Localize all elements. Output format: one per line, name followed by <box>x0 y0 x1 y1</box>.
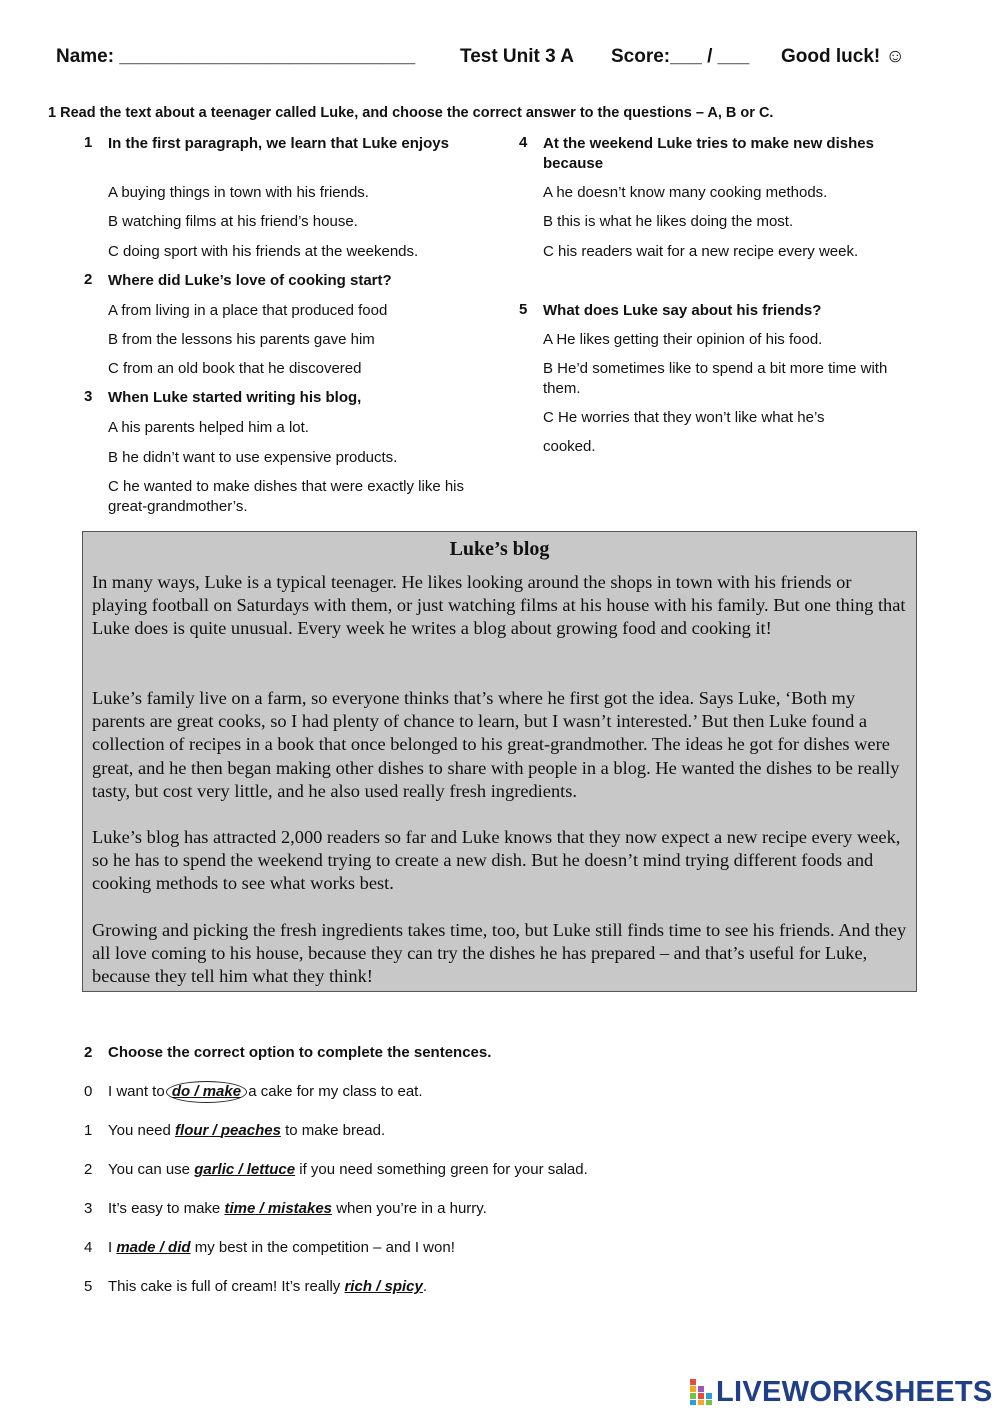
item-number: 1 <box>84 1122 93 1139</box>
question-text: In the first paragraph, we learn that Luke enjoys <box>108 135 449 152</box>
option-c[interactable]: C from an old book that he discovered <box>108 360 362 377</box>
good-luck-text: Good luck! ☺ <box>781 46 905 67</box>
separator: / <box>371 1278 385 1295</box>
sentence-after: when you’re in a hurry. <box>332 1200 487 1217</box>
sentence-before: This cake is full of cream! It’s really <box>108 1278 345 1295</box>
sentence-after: my best in the competition – and I won! <box>190 1239 455 1256</box>
option-c-continued: cooked. <box>543 438 596 455</box>
option-b[interactable]: B watching films at his friend’s house. <box>108 213 358 230</box>
option-a[interactable]: A He likes getting their opinion of his food. <box>543 331 823 348</box>
sentence <box>108 1200 487 1217</box>
blog-text-box <box>82 531 917 992</box>
option-a[interactable]: A buying things in town with his friends. <box>108 184 369 201</box>
item-number: 0 <box>84 1083 93 1100</box>
option-a[interactable]: A from living in a place that produced food <box>108 302 388 319</box>
option-1[interactable]: rich <box>344 1278 372 1295</box>
sentence <box>108 1278 427 1295</box>
item-number: 4 <box>84 1239 93 1256</box>
sentence-before: I want to <box>108 1083 169 1100</box>
option-c[interactable]: C his readers wait for a new recipe every week. <box>543 243 859 260</box>
blog-paragraph-1: In many ways, Luke is a typical teenager. He likes looking around the shops in town with his friends or playing football on Saturdays with them, or just watching films at his house with his family. But one thing that Luke does is quite unusual. Every week he writes a blog about growing food and cooking it! <box>92 572 906 639</box>
item-number: 3 <box>84 1200 93 1217</box>
question-number: 2 <box>84 271 93 288</box>
option-b[interactable]: B from the lessons his parents gave him <box>108 331 375 348</box>
section2-number: 2 <box>84 1044 93 1061</box>
name-field[interactable]: Name: ____________________________ <box>56 46 416 67</box>
option-b[interactable]: B he didn’t want to use expensive products. <box>108 449 398 466</box>
test-title: Test Unit 3 A <box>460 46 575 67</box>
question-text: Where did Luke’s love of cooking start? <box>108 272 392 289</box>
sentence-after: . <box>422 1278 428 1295</box>
sentence-after: to make bread. <box>280 1122 386 1139</box>
option-a[interactable]: A he doesn’t know many cooking methods. <box>543 184 828 201</box>
option-a[interactable]: A his parents helped him a lot. <box>108 419 309 436</box>
option-2[interactable]: lettuce <box>246 1161 296 1178</box>
question-text: At the weekend Luke tries to make new dishes because <box>543 135 874 172</box>
answer-circle <box>166 1081 247 1103</box>
sentence-after: if you need something green for your salad. <box>295 1161 588 1178</box>
sentence <box>108 1239 455 1256</box>
liveworksheets-logo-text: LIVEWORKSHEETS <box>716 1376 993 1408</box>
separator: / <box>208 1122 221 1139</box>
option-2[interactable]: make <box>202 1083 242 1100</box>
blog-paragraph-3: Luke’s blog has attracted 2,000 readers so far and Luke knows that they now expect a new recipe every week, so he has to spend the weekend trying to create a new dish. But he doesn’t mind trying different foods and cooking methods to see what works best. <box>92 827 901 894</box>
question-number: 1 <box>84 134 93 151</box>
question-text: What does Luke say about his friends? <box>543 302 822 319</box>
question-text: When Luke started writing his blog, <box>108 389 362 406</box>
sentence-before: You can use <box>108 1161 195 1178</box>
sentence <box>108 1161 588 1178</box>
question-number: 4 <box>519 134 528 151</box>
option-1[interactable]: do <box>171 1083 191 1100</box>
sentence-before: It’s easy to make <box>108 1200 225 1217</box>
sentence-after: a cake for my class to eat. <box>244 1083 423 1100</box>
section2-instruction: Choose the correct option to complete the sentences. <box>108 1044 492 1061</box>
option-c[interactable]: C He worries that they won’t like what he’s <box>543 409 825 426</box>
option-2[interactable]: peaches <box>220 1122 281 1139</box>
item-number: 2 <box>84 1161 93 1178</box>
option-1[interactable]: flour <box>175 1122 209 1139</box>
separator: / <box>255 1200 268 1217</box>
section1-instruction: 1 Read the text about a teenager called Luke, and choose the correct answer to the questions – A, B or C. <box>48 105 774 121</box>
option-1[interactable]: garlic <box>194 1161 235 1178</box>
item-number: 5 <box>84 1278 93 1295</box>
option-b[interactable]: B this is what he likes doing the most. <box>543 213 794 230</box>
question-number: 5 <box>519 301 528 318</box>
sentence-before: You need <box>108 1122 176 1139</box>
sentence-before: I <box>108 1239 117 1256</box>
sentence <box>108 1122 385 1139</box>
option-1[interactable]: time <box>224 1200 256 1217</box>
separator: / <box>234 1161 247 1178</box>
option-2[interactable]: mistakes <box>267 1200 333 1217</box>
blog-paragraph-4: Growing and picking the fresh ingredients takes time, too, but Luke still finds time to see his friends. And they all love coming to his house, because they can try the dishes he has prepared – and that’s useful for Luke, because they tell him what they think! <box>92 920 907 987</box>
option-2[interactable]: spicy <box>384 1278 423 1295</box>
blog-title: Luke’s blog <box>449 538 550 560</box>
option-c[interactable]: C he wanted to make dishes that were exactly like his great-grandmother’s. <box>108 478 465 515</box>
blog-paragraph-2: Luke’s family live on a farm, so everyone thinks that’s where he first got the idea. Says Luke, ‘Both my parents are great cooks, so I had plenty of chance to learn, but I wasn’t interested.’ But then Luke found a collection of recipes in a book that once belonged to his great-grandmother. The ideas he got for dishes were great, and he then began making other dishes to share with people in a blog. He wanted the dishes to be really tasty, but cost very little, and he also used really fresh ingredients. <box>92 688 900 801</box>
option-1[interactable]: made <box>116 1239 156 1256</box>
option-2[interactable]: did <box>168 1239 191 1256</box>
sentence <box>108 1083 423 1100</box>
liveworksheets-logo-icon <box>690 1379 712 1405</box>
option-b[interactable]: B He’d sometimes like to spend a bit more time with them. <box>543 360 888 397</box>
separator: / <box>155 1239 169 1256</box>
option-c[interactable]: C doing sport with his friends at the weekends. <box>108 243 419 260</box>
question-number: 3 <box>84 388 93 405</box>
score-field[interactable]: Score:___ / ___ <box>611 46 750 67</box>
separator: / <box>190 1083 203 1100</box>
